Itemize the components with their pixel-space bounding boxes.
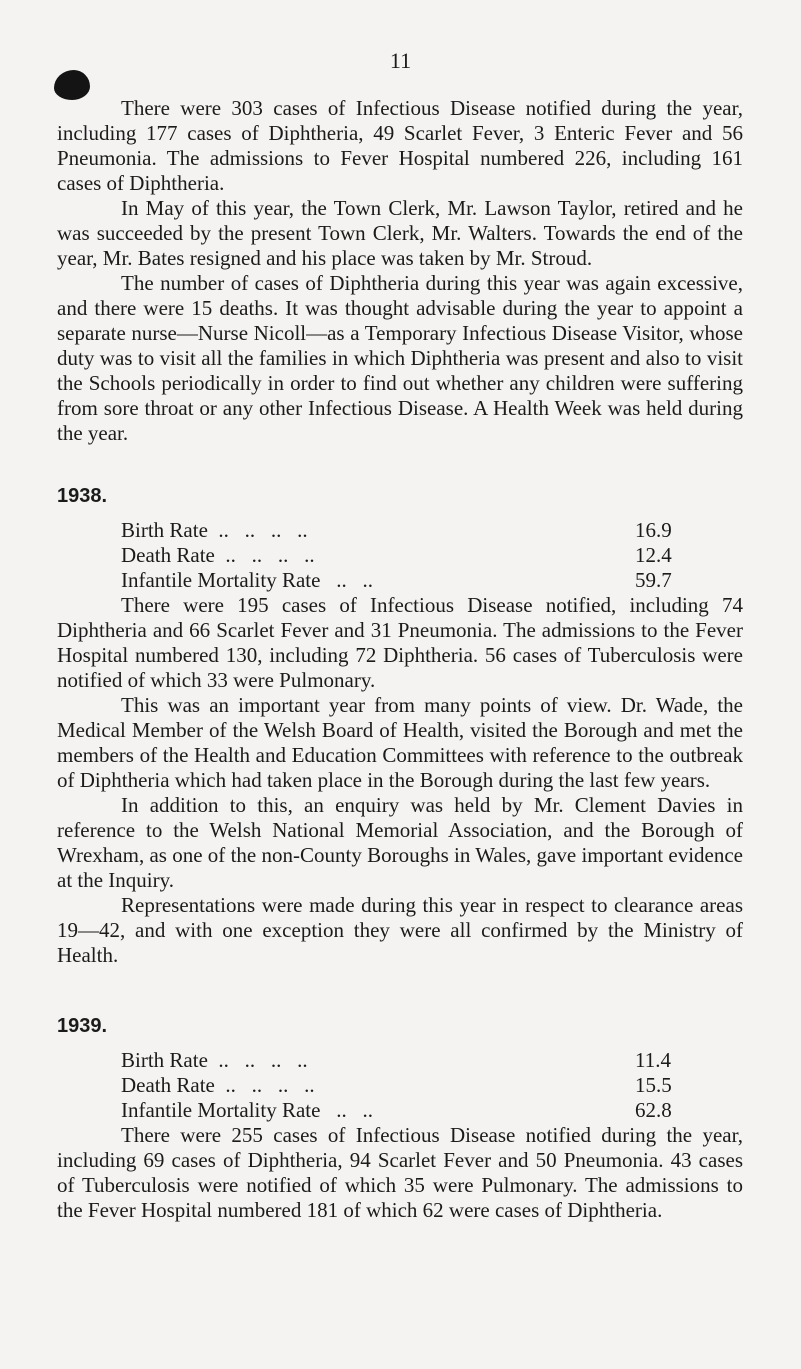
stat-row (121, 568, 683, 593)
stat-value: 15.5 (635, 1073, 672, 1097)
stat-row (121, 1098, 683, 1123)
paragraph: There were 303 cases of Infectious Disease notified during the year, including 177 cases of Diphtheria, 49 Scarlet Fever, 3 Enteric Fever and 56 Pneumonia. The admissions to Fever Hospital numbered 226, including 161 cases of Diphtheria. (57, 96, 743, 195)
paragraph: There were 195 cases of Infectious Disease notified, including 74 Diphtheria and 66 Scarlet Fever and 31 Pneumonia. The admissions to the Fever Hospital numbered 130, including 72 Diphtheria. 56 cases of Tuberculosis were notified of which 33 were Pulmonary. (57, 593, 743, 692)
paragraph: In May of this year, the Town Clerk, Mr. Lawson Taylor, retired and he was succeeded by the present Town Clerk, Mr. Walters. Towards the end of the year, Mr. Bates resigned and his place was taken by Mr. Stroud. (57, 196, 743, 270)
year-heading-1938: 1938. (57, 485, 108, 507)
paragraph: This was an important year from many points of view. Dr. Wade, the Medical Member of the Welsh Board of Health, visited the Borough and met the members of the Health and Education Committees with reference to the outbreak of Diphtheria which had taken place in the Borough during the last few years. (57, 693, 743, 792)
document-body (57, 96, 743, 1223)
stat-row (121, 518, 683, 543)
stat-label: Death Rate .. .. .. .. (121, 1073, 315, 1097)
stat-value: 16.9 (635, 518, 672, 542)
paragraph: There were 255 cases of Infectious Disease notified during the year, including 69 cases of Diphtheria, 94 Scarlet Fever and 50 Pneumonia. 43 cases of Tuberculosis were notified of which 35 were Pulmonary. The admissions to the Fever Hospital numbered 181 of which 62 were cases of Diphtheria. (57, 1123, 743, 1222)
stats-table-1939 (121, 1048, 683, 1123)
stat-value: 12.4 (635, 543, 672, 567)
page-number: 11 (389, 48, 412, 73)
stat-row (121, 1048, 683, 1073)
stat-label: Birth Rate .. .. .. .. (121, 1048, 308, 1072)
stats-table-1938 (121, 518, 683, 593)
paragraph: Representations were made during this year in respect to clearance areas 19—42, and with one exception they were all confirmed by the Ministry of Health. (57, 893, 743, 967)
stat-label: Infantile Mortality Rate .. .. (121, 1098, 373, 1122)
stat-value: 11.4 (635, 1048, 671, 1072)
stat-label: Birth Rate .. .. .. .. (121, 518, 308, 542)
stat-label: Infantile Mortality Rate .. .. (121, 568, 373, 592)
stat-label: Death Rate .. .. .. .. (121, 543, 315, 567)
year-heading-1939: 1939. (57, 1015, 108, 1037)
stat-row (121, 543, 683, 568)
stat-value: 62.8 (635, 1098, 672, 1122)
stat-row (121, 1073, 683, 1098)
paragraph: In addition to this, an enquiry was held by Mr. Clement Davies in reference to the Welsh National Memorial Association, and the Borough of Wrexham, as one of the non-County Boroughs in Wales, gave important evidence at the Inquiry. (57, 793, 743, 892)
stat-value: 59.7 (635, 568, 672, 592)
paragraph: The number of cases of Diphtheria during this year was again excessive, and there were 15 deaths. It was thought advisable during the year to appoint a separate nurse—Nurse Nicoll—as a Temporary Infectious Disease Visitor, whose duty was to visit all the families in which Diphtheria was present and also to visit the Schools periodically in order to find out whether any children were suffering from sore throat or any other Infectious Disease. A Health Week was held during the year. (57, 271, 743, 445)
